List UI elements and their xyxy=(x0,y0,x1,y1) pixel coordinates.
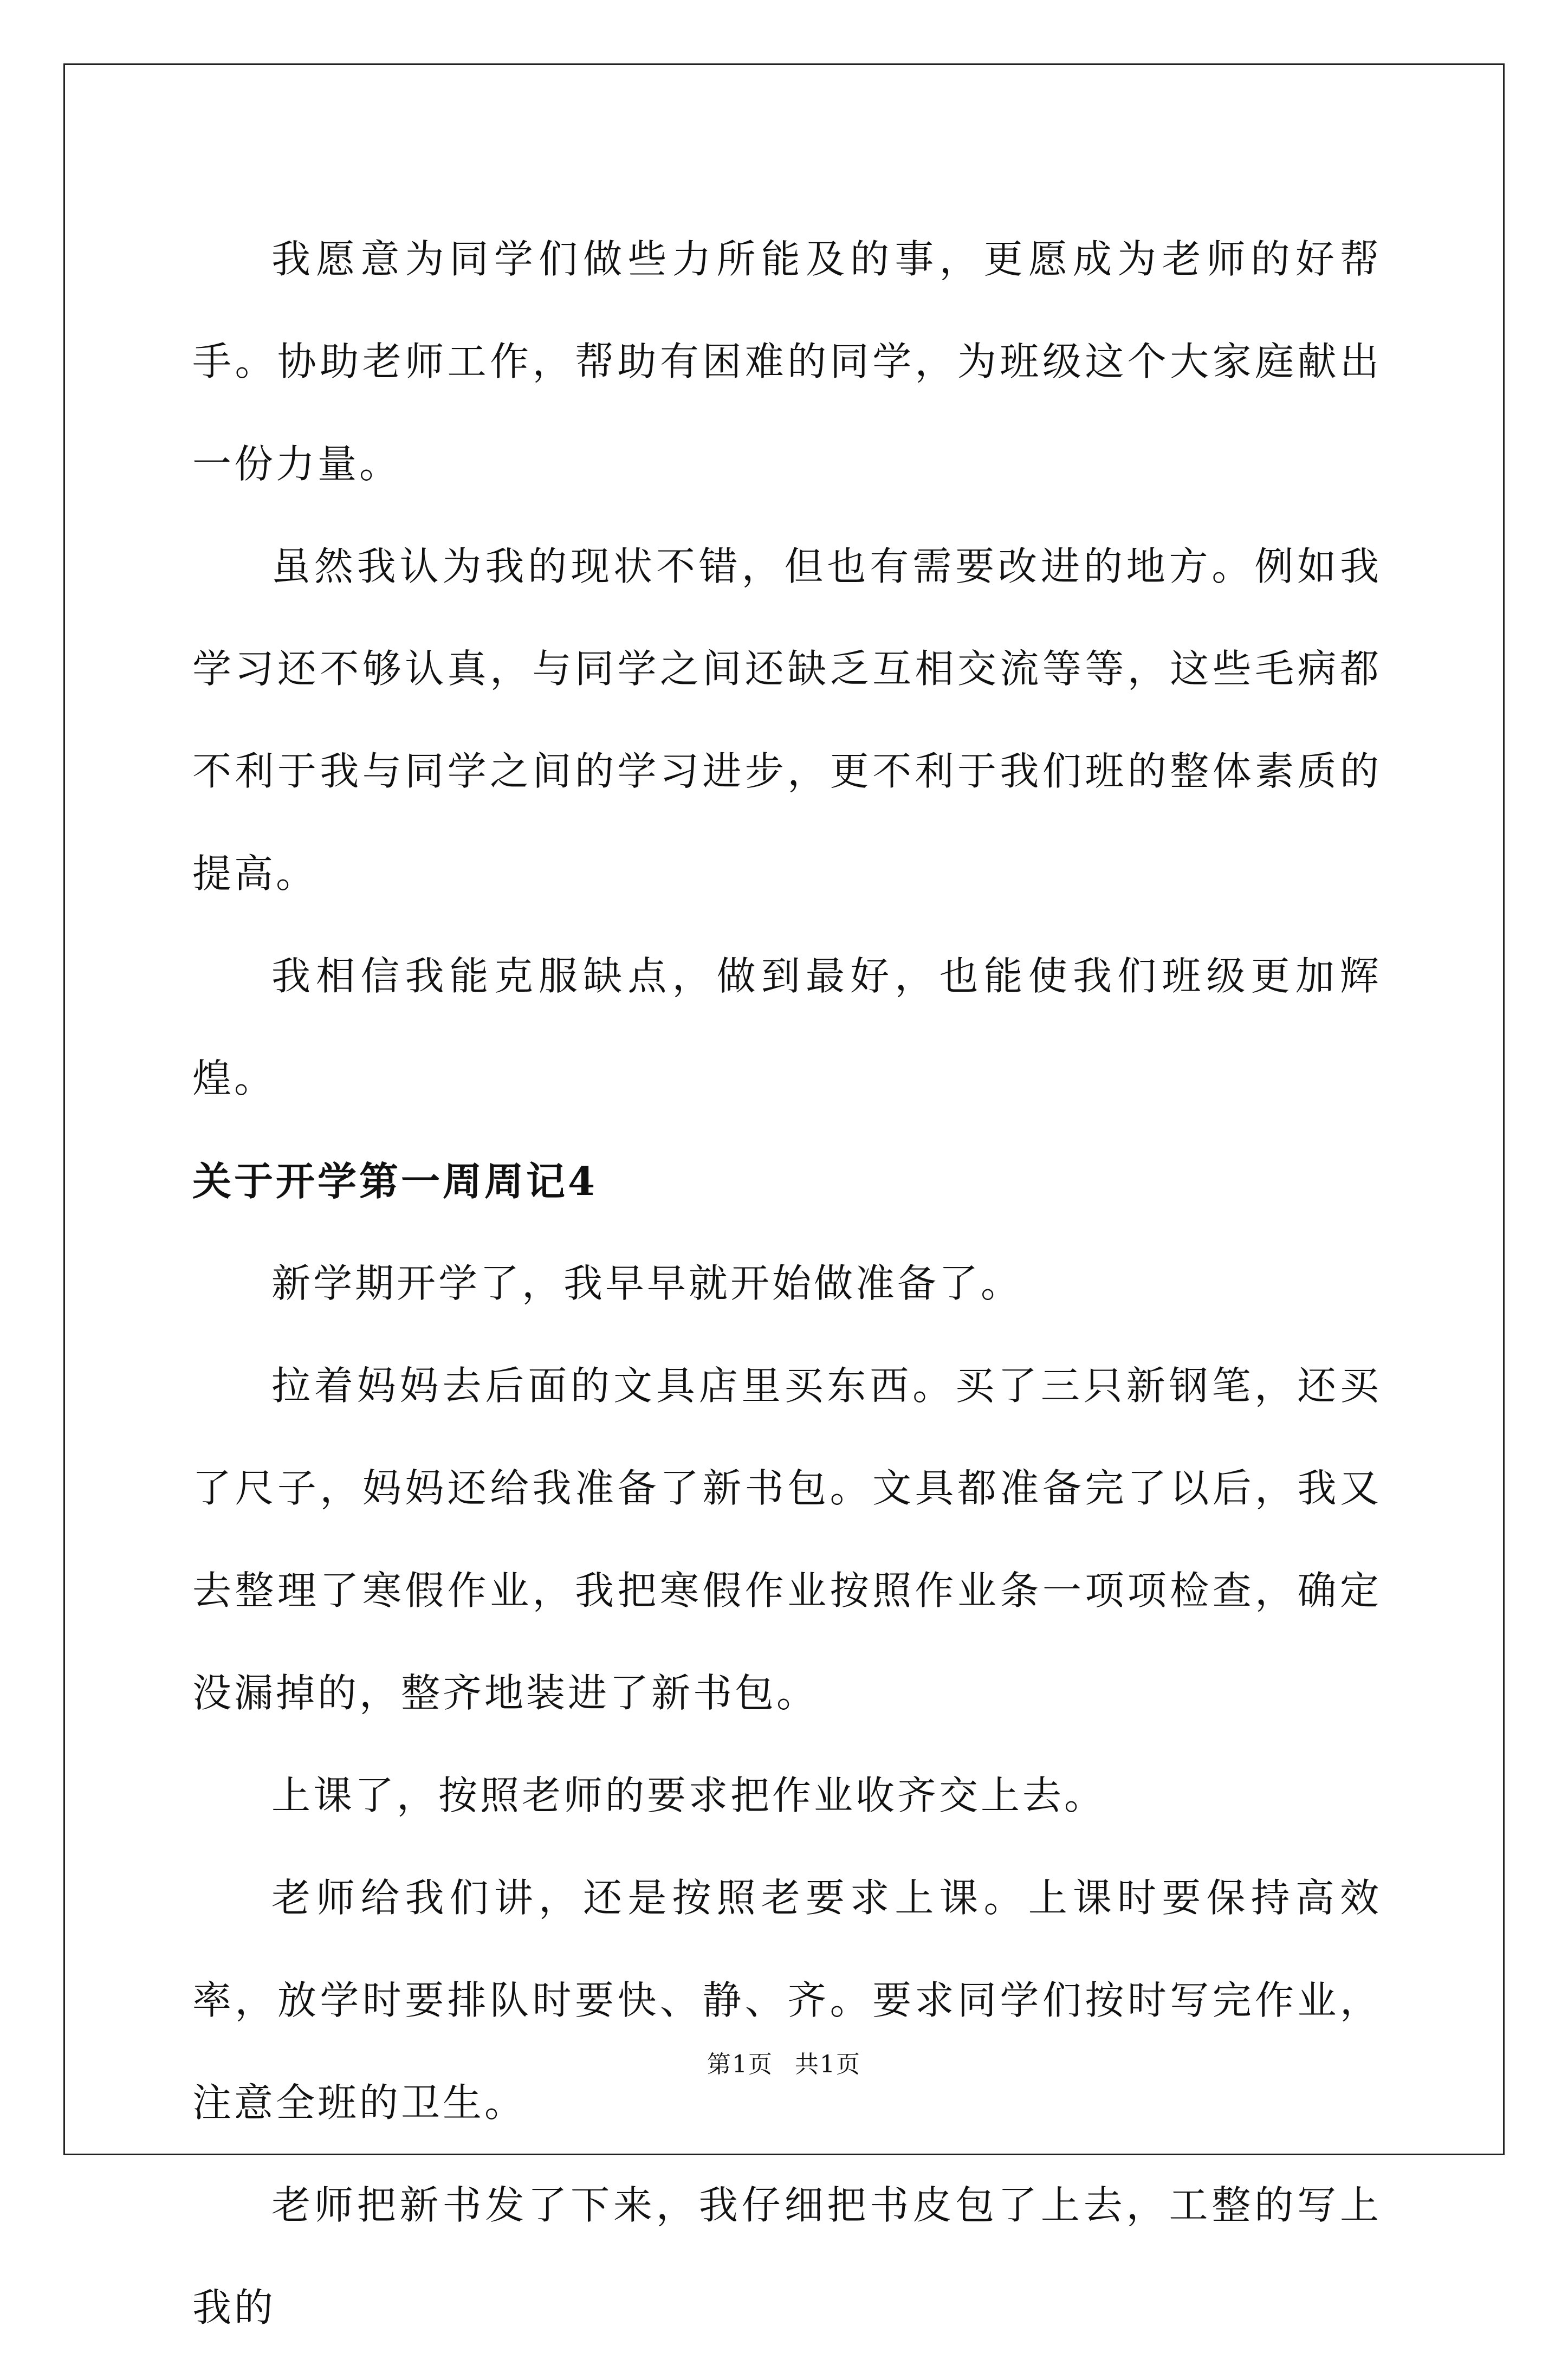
section-heading: 关于开学第一周周记4 xyxy=(192,1158,598,1204)
page-number-total: 共1页 xyxy=(795,2051,861,2078)
paragraph: 拉着妈妈去后面的文具店里买东西。买了三只新钢笔，还买了尺子，妈妈还给我准备了新书包。文具都准备完了以后，我又去整理了寒假作业，我把寒假作业按照作业条一项项检查，确定没漏掉的，整齐地装进了新书包。 xyxy=(192,1363,1382,1716)
paragraph: 老师把新书发了下来，我仔细把书皮包了上去，工整的写上我的 xyxy=(192,2182,1382,2330)
page-footer xyxy=(0,2048,1568,2081)
page-number-current: 第1页 xyxy=(707,2051,773,2078)
paragraph: 老师给我们讲，还是按照老要求上课。上课时要保持高效率，放学时要排队时要快、静、齐。要求同学们按时写完作业，注意全班的卫生。 xyxy=(192,1875,1382,2125)
paragraph: 我相信我能克服缺点，做到最好，也能使我们班级更加辉煌。 xyxy=(192,953,1382,1101)
paragraph: 上课了，按照老师的要求把作业收齐交上去。 xyxy=(271,1773,1106,1818)
paragraph: 新学期开学了，我早早就开始做准备了。 xyxy=(271,1261,1023,1306)
paragraph: 虽然我认为我的现状不错，但也有需要改进的地方。例如我学习还不够认真，与同学之间还缺乏互相交流等等，这些毛病都不利于我与同学之间的学习进步，更不利于我们班的整体素质的提高。 xyxy=(192,544,1382,896)
document-body xyxy=(192,208,1382,2359)
paragraph: 我愿意为同学们做些力所能及的事，更愿成为老师的好帮手。协助老师工作，帮助有困难的同学，为班级这个大家庭献出一份力量。 xyxy=(192,236,1382,487)
